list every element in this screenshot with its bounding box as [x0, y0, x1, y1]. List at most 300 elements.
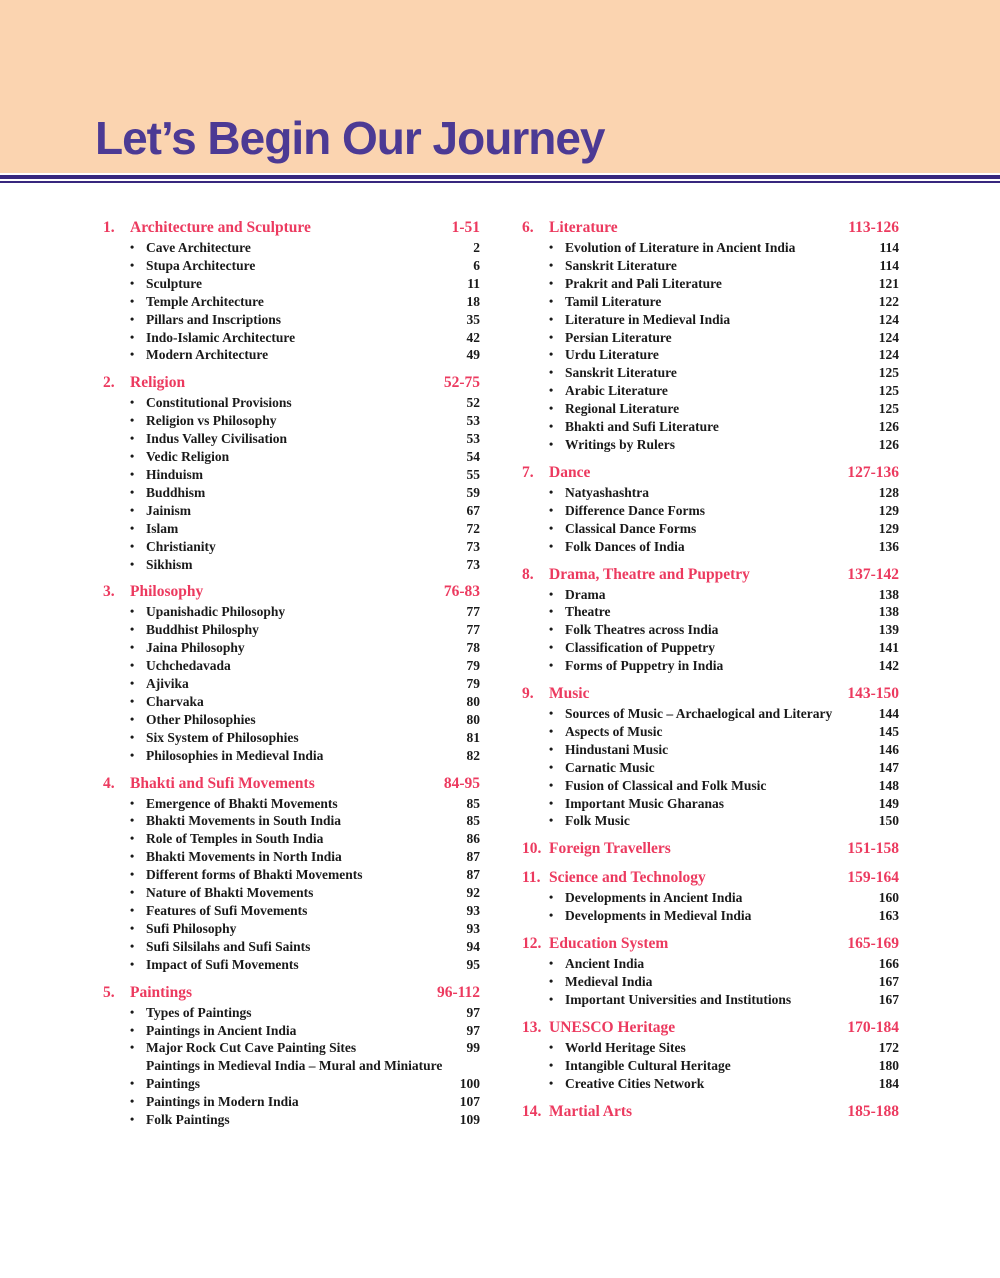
bullet-icon: • [130, 431, 135, 446]
toc-item-page: 129 [878, 502, 899, 518]
toc-item-label: Urdu Literature [565, 347, 659, 363]
section-items [522, 239, 899, 454]
toc-item-label: Natyashashtra [565, 484, 650, 500]
toc-item-label: Arabic Literature [565, 383, 668, 399]
section-items [103, 603, 480, 764]
toc-item-page: 160 [878, 890, 899, 906]
toc-item-label: Writings by Rulers [565, 436, 676, 452]
toc-item-page: 144 [878, 706, 899, 722]
toc-item-page: 73 [466, 556, 480, 572]
toc-item-page: 99 [466, 1040, 480, 1056]
toc-item-label: Uchchedavada [146, 658, 231, 674]
bullet-icon: • [549, 329, 554, 344]
bullet-icon: • [549, 992, 554, 1006]
toc-item-page: 122 [878, 293, 899, 309]
section-title: Paintings [130, 983, 193, 1001]
toc-item-page: 49 [466, 347, 480, 363]
toc-item-label: Vedic Religion [146, 449, 230, 465]
section-page-range: 76-83 [443, 583, 480, 601]
toc-section [522, 934, 899, 1009]
bullet-icon: • [549, 658, 554, 673]
section-number: 7. [522, 463, 534, 481]
toc-item-page: 150 [878, 813, 899, 829]
toc-item [103, 556, 480, 574]
toc-item [522, 777, 899, 795]
toc-item-page: 180 [878, 1057, 899, 1073]
divider-thin-rule [0, 181, 1000, 183]
toc-item-label: Fusion of Classical and Folk Music [565, 777, 767, 793]
bullet-icon: • [130, 413, 135, 428]
toc-item [522, 812, 899, 830]
toc-item [522, 502, 899, 520]
toc-item-page: 167 [878, 974, 899, 990]
bullet-icon: • [130, 347, 135, 362]
toc-item-label: Other Philosophies [146, 711, 256, 727]
toc-item-label: Important Music Gharanas [565, 795, 725, 811]
toc-item-page: 125 [878, 401, 899, 417]
toc-item [103, 484, 480, 502]
bullet-icon: • [549, 956, 554, 971]
bullet-icon: • [549, 401, 554, 416]
section-title: Drama, Theatre and Puppetry [549, 565, 750, 583]
toc-item [103, 1111, 480, 1129]
bullet-icon: • [130, 729, 135, 744]
section-header [522, 463, 899, 483]
bullet-icon: • [549, 520, 554, 535]
toc-item [522, 275, 899, 293]
section-number: 4. [103, 774, 115, 792]
toc-item-label: Important Universities and Institutions [565, 992, 792, 1007]
toc-item [103, 520, 480, 538]
toc-item [522, 382, 899, 400]
toc-item-page: 81 [466, 729, 480, 745]
toc-item [103, 293, 480, 311]
toc-item [522, 364, 899, 382]
toc-item [103, 239, 480, 257]
section-page-range: 143-150 [847, 685, 899, 703]
toc-item-page: 167 [878, 992, 899, 1007]
toc-section [103, 774, 480, 974]
toc-item [103, 1057, 480, 1093]
toc-item-label: Indo-Islamic Architecture [146, 329, 296, 345]
bullet-icon: • [549, 538, 554, 553]
bullet-icon: • [549, 275, 554, 290]
section-page-range: 137-142 [847, 565, 899, 583]
bullet-icon: • [130, 556, 135, 571]
toc-item-label: Sources of Music – Archaelogical and Literary [565, 706, 833, 722]
section-header [103, 774, 480, 794]
section-title: Religion [130, 374, 186, 392]
toc-item-page: 141 [878, 640, 899, 656]
section-number: 5. [103, 983, 115, 1001]
toc-item [522, 741, 899, 759]
bullet-icon: • [130, 903, 135, 917]
section-page-range: 113-126 [848, 219, 899, 236]
toc-item-label: Sanskrit Literature [565, 365, 677, 381]
section-header [103, 983, 480, 1003]
toc-item [103, 795, 480, 813]
toc-item-label: Modern Architecture [146, 347, 269, 363]
bullet-icon: • [549, 974, 554, 989]
bullet-icon: • [549, 795, 554, 810]
toc-item [103, 502, 480, 520]
toc-item [103, 275, 480, 293]
section-page-range: 185-188 [847, 1102, 899, 1120]
toc-item [103, 956, 480, 974]
toc-item-label: Medieval India [565, 974, 653, 990]
section-title: Foreign Travellers [549, 840, 671, 858]
section-page-range: 159-164 [847, 869, 899, 887]
toc-item-page: 86 [466, 831, 480, 847]
toc-item [103, 466, 480, 484]
toc-item [522, 889, 899, 907]
toc-item [103, 621, 480, 639]
bullet-icon: • [549, 293, 554, 308]
toc-item-page: 2 [473, 240, 480, 255]
toc-item [522, 705, 899, 723]
toc-item [103, 729, 480, 747]
toc-item [103, 257, 480, 275]
toc-section [103, 582, 480, 764]
toc-item [103, 657, 480, 675]
bullet-icon: • [549, 311, 554, 326]
section-items [522, 705, 899, 830]
toc-item [522, 257, 899, 275]
bullet-icon: • [130, 920, 135, 935]
bullet-icon: • [549, 741, 554, 756]
bullet-icon: • [130, 747, 135, 762]
section-title: Bhakti and Sufi Movements [130, 774, 315, 792]
toc-item [522, 520, 899, 538]
bullet-icon: • [549, 257, 554, 272]
toc-item-label: Tamil Literature [565, 293, 662, 309]
bullet-icon: • [130, 676, 135, 691]
section-header [522, 868, 899, 888]
toc-item-label: Hindustani Music [565, 741, 669, 757]
toc-item-page: 94 [466, 938, 480, 954]
toc-item-page: 73 [466, 538, 480, 554]
bullet-icon: • [549, 347, 554, 362]
toc-item [522, 1057, 899, 1075]
toc-item-label: Folk Music [565, 813, 630, 829]
toc-item-label: Sufi Silsilahs and Sufi Saints [146, 938, 311, 954]
toc-item-label: Bhakti Movements in North India [146, 849, 342, 865]
toc-item [103, 675, 480, 693]
toc-item [103, 884, 480, 902]
toc-item-page: 35 [466, 311, 480, 327]
toc-item [522, 329, 899, 347]
toc-item [522, 239, 899, 257]
toc-item-page: 124 [878, 347, 899, 363]
toc-item-page: 82 [466, 747, 480, 763]
section-number: 8. [522, 565, 534, 583]
toc-item-label: Features of Sufi Movements [146, 903, 308, 918]
toc-item [522, 603, 899, 621]
toc-item [103, 394, 480, 412]
toc-item-label: Bhakti Movements in South India [146, 813, 342, 829]
toc-item-label: Hinduism [146, 466, 204, 482]
toc-item-label: Sculpture [146, 275, 203, 291]
toc-section [522, 1102, 899, 1122]
toc-item-label: Paintings in Medieval India – Mural and Miniature Paintings [146, 1058, 443, 1092]
bullet-icon: • [130, 275, 135, 290]
toc-item-label: Folk Dances of India [565, 538, 685, 554]
toc-item-label: Regional Literature [565, 401, 680, 417]
toc-item-label: Temple Architecture [146, 293, 264, 309]
section-title: Science and Technology [549, 869, 706, 887]
toc-item [103, 448, 480, 466]
bullet-icon: • [549, 1057, 554, 1072]
toc-item-label: Jaina Philosophy [146, 640, 245, 656]
bullet-icon: • [130, 956, 135, 971]
section-title: Martial Arts [549, 1102, 633, 1120]
toc-item-page: 87 [466, 867, 480, 883]
toc-item-page: 114 [879, 257, 899, 273]
bullet-icon: • [130, 1076, 135, 1091]
toc-item-label: Ajivika [146, 676, 189, 692]
toc-item [522, 311, 899, 329]
toc-item-page: 53 [466, 413, 480, 429]
toc-item-label: Types of Paintings [146, 1004, 252, 1020]
toc-item-page: 52 [466, 395, 480, 411]
toc-item [103, 346, 480, 364]
toc-item [103, 1022, 480, 1040]
toc-item-label: Literature in Medieval India [565, 311, 731, 327]
toc-item-page: 125 [878, 365, 899, 381]
bullet-icon: • [130, 257, 135, 272]
toc-item-page: 109 [459, 1112, 480, 1128]
toc-item [103, 830, 480, 848]
bullet-icon: • [130, 1022, 135, 1037]
toc-item-page: 97 [466, 1022, 480, 1038]
toc-item [522, 657, 899, 675]
toc-item-label: Philosophies in Medieval India [146, 747, 324, 763]
section-header [103, 218, 480, 238]
toc-item-page: 128 [878, 484, 899, 500]
toc-item-page: 18 [466, 293, 480, 309]
toc-item [103, 812, 480, 830]
bullet-icon: • [130, 449, 135, 464]
toc-item-page: 11 [467, 275, 480, 291]
bullet-icon: • [130, 831, 135, 846]
bullet-icon: • [130, 484, 135, 499]
bullet-icon: • [130, 538, 135, 553]
bullet-icon: • [549, 586, 554, 601]
toc-section [103, 983, 480, 1129]
toc-item [522, 484, 899, 502]
toc-item-page: 138 [878, 586, 899, 602]
section-number: 10. [522, 840, 542, 858]
toc-item-page: 92 [466, 885, 480, 901]
toc-item [103, 1039, 480, 1057]
bullet-icon: • [549, 502, 554, 517]
toc-item-label: Charvaka [146, 693, 204, 709]
section-number: 6. [522, 219, 534, 236]
toc-item [103, 902, 480, 920]
toc-item-page: 142 [878, 658, 899, 674]
section-header [522, 1102, 899, 1122]
bullet-icon: • [130, 658, 135, 673]
toc-item-page: 59 [466, 484, 480, 500]
toc-item-page: 55 [466, 466, 480, 482]
toc-item-page: 163 [878, 908, 899, 924]
toc-item-page: 124 [878, 329, 899, 345]
section-items [103, 394, 480, 573]
section-number: 12. [522, 935, 542, 953]
toc-item [522, 759, 899, 777]
toc-item-label: Impact of Sufi Movements [146, 956, 299, 972]
toc-item-page: 72 [466, 520, 480, 536]
toc-item-page: 79 [466, 676, 480, 692]
bullet-icon: • [549, 777, 554, 792]
toc-item-label: Constitutional Provisions [146, 395, 292, 411]
toc-item [103, 639, 480, 657]
bullet-icon: • [130, 329, 135, 344]
section-title: Education System [549, 935, 669, 953]
toc-section [522, 684, 899, 830]
toc-item [103, 693, 480, 711]
section-number: 13. [522, 1018, 542, 1036]
section-page-range: 151-158 [847, 840, 899, 858]
toc-item-page: 67 [466, 502, 480, 518]
toc-item-label: Role of Temples in South India [146, 831, 324, 847]
bullet-icon: • [130, 711, 135, 726]
toc-item-page: 85 [466, 795, 480, 811]
bullet-icon: • [130, 1040, 135, 1055]
toc-item [522, 991, 899, 1009]
bullet-icon: • [549, 436, 554, 451]
toc-item-label: Persian Literature [565, 329, 672, 345]
bullet-icon: • [130, 395, 135, 410]
section-header [522, 934, 899, 954]
section-header [522, 565, 899, 585]
section-number: 9. [522, 685, 534, 703]
section-page-range: 127-136 [847, 463, 899, 481]
toc-item [103, 848, 480, 866]
toc-item-page: 77 [466, 604, 480, 620]
section-items [522, 1039, 899, 1093]
toc-item [103, 866, 480, 884]
toc-item-label: Carnatic Music [565, 759, 655, 775]
toc-item-page: 6 [473, 257, 480, 273]
toc-item-label: Ancient India [565, 956, 645, 972]
section-header [522, 218, 899, 238]
toc-item-label: Difference Dance Forms [565, 502, 705, 518]
toc-item-page: 139 [878, 622, 899, 638]
toc-item-page: 100 [459, 1076, 480, 1092]
toc-item [522, 795, 899, 813]
toc-column-left [103, 209, 480, 1129]
bullet-icon: • [130, 604, 135, 619]
bullet-icon: • [130, 693, 135, 708]
section-title: Architecture and Sculpture [130, 219, 311, 236]
section-page-range: 96-112 [436, 983, 480, 1001]
toc-item-label: Different forms of Bhakti Movements [146, 867, 363, 883]
bullet-icon: • [549, 640, 554, 655]
section-header [522, 684, 899, 704]
section-title: UNESCO Heritage [549, 1018, 676, 1036]
toc-item-page: 87 [466, 849, 480, 865]
section-title: Literature [549, 219, 618, 236]
toc-item-page: 42 [466, 329, 480, 345]
toc-item-page: 145 [878, 723, 899, 739]
toc-item [103, 1093, 480, 1111]
toc-item-page: 54 [466, 449, 480, 465]
toc-item-label: Classical Dance Forms [565, 520, 697, 536]
toc-item [103, 711, 480, 729]
toc-item-page: 97 [466, 1004, 480, 1020]
toc-item-page: 93 [466, 920, 480, 936]
section-page-range: 1-51 [451, 219, 480, 236]
toc-item [522, 436, 899, 454]
toc-item-page: 77 [466, 622, 480, 638]
bullet-icon: • [130, 795, 135, 810]
bullet-icon: • [549, 1039, 554, 1054]
toc-item-page: 93 [466, 903, 480, 918]
toc-item [522, 293, 899, 311]
toc-item [103, 538, 480, 556]
toc-item [522, 955, 899, 973]
toc-item-label: Six System of Philosophies [146, 729, 299, 745]
toc-item-page: 80 [466, 693, 480, 709]
section-items [522, 955, 899, 1009]
toc-section [522, 565, 899, 676]
toc-item-page: 148 [878, 777, 899, 793]
toc-item-label: Creative Cities Network [565, 1075, 705, 1091]
bullet-icon: • [549, 383, 554, 398]
toc-item-label: Folk Paintings [146, 1112, 230, 1128]
toc-item [522, 586, 899, 604]
toc-item [103, 329, 480, 347]
bullet-icon: • [549, 908, 554, 923]
section-items [103, 1004, 480, 1129]
toc-item-page: 78 [466, 640, 480, 656]
bullet-icon: • [549, 604, 554, 619]
toc-columns [103, 209, 899, 1129]
section-items [522, 586, 899, 676]
section-header [522, 1018, 899, 1038]
section-page-range: 170-184 [847, 1018, 899, 1036]
toc-item-label: World Heritage Sites [565, 1039, 686, 1055]
toc-item-label: Upanishadic Philosophy [146, 604, 286, 620]
toc-item-page: 129 [878, 520, 899, 536]
toc-item [522, 973, 899, 991]
toc-item-page: 79 [466, 658, 480, 674]
toc-item-label: Intangible Cultural Heritage [565, 1057, 731, 1073]
toc-item-label: Religion vs Philosophy [146, 413, 277, 429]
toc-item-page: 107 [459, 1094, 480, 1110]
section-items [522, 889, 899, 925]
toc-item-page: 149 [878, 795, 899, 811]
toc-item [103, 920, 480, 938]
section-title: Music [549, 685, 590, 703]
toc-item-label: Emergence of Bhakti Movements [146, 795, 338, 811]
toc-item-page: 124 [878, 311, 899, 327]
bullet-icon: • [130, 640, 135, 655]
toc-item [103, 938, 480, 956]
toc-section [522, 839, 899, 859]
toc-item [103, 430, 480, 448]
toc-section [522, 868, 899, 925]
bullet-icon: • [549, 240, 554, 254]
section-number: 14. [522, 1102, 542, 1120]
bullet-icon: • [130, 520, 135, 535]
toc-item [522, 400, 899, 418]
bullet-icon: • [549, 706, 554, 721]
toc-item-label: Aspects of Music [565, 723, 663, 739]
toc-item-page: 184 [878, 1075, 899, 1091]
bullet-icon: • [549, 723, 554, 738]
